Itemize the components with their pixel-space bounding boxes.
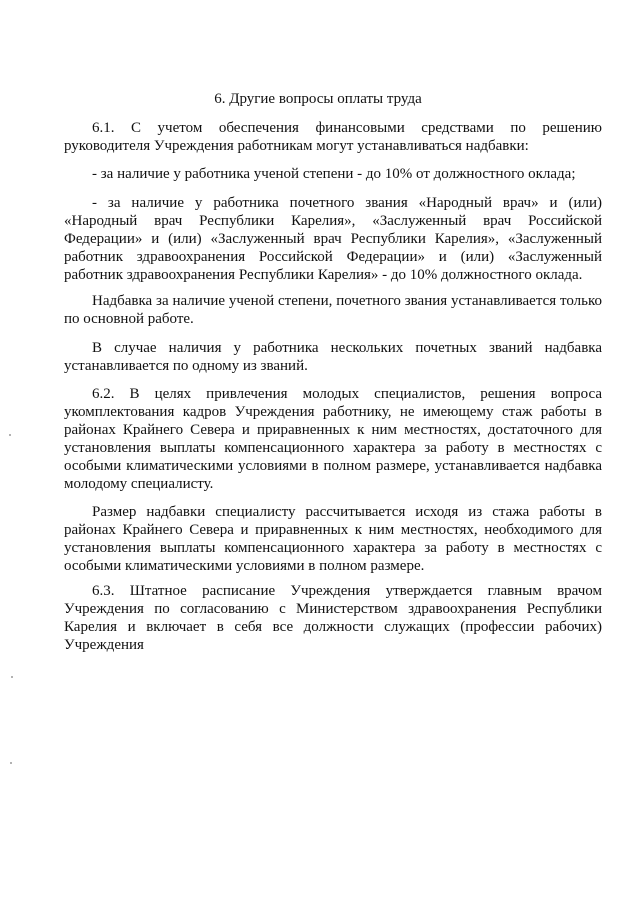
paragraph-6-1: 6.1. С учетом обеспечения финансовыми средствами по решению руководителя Учреждения работникам могут устанавливаться надбавки: [64,120,602,154]
scan-speck [9,434,11,436]
paragraph-6-2: 6.2. В целях привлечения молодых специалистов, решения вопроса укомплектования кадров Учреждения работнику, не имеющему стаж работы в районах Крайнего Севера и приравненных к ним местностях, достаточного для установления выплаты компенсационного характера за работу в местностях с особыми климатическими условиями в полном размере, устанавливается надбавка молодому специалисту. [64,386,602,492]
paragraph-multiple-titles: В случае наличия у работника нескольких почетных званий надбавка устанавливается по одному из званий. [64,340,602,374]
paragraph-honorary-title-allowance: - за наличие у работника почетного звания «Народный врач» и (или) «Народный врач Республики Карелия», «Заслуженный врач Российской Федерации» и (или) «Заслуженный врач Республики Карелия», «Заслуженный работник здравоохранения Российской Федерации» и (или) «Заслуженный работник здравоохранения Республики Карелия» - до 10% должностного оклада. [64,195,602,283]
paragraph-allowance-size: Размер надбавки специалисту рассчитывается исходя из стажа работы в районах Крайнего Севера и приравненных к ним местностях, необходимого для установления выплаты компенсационного характера за работу в местностях с особыми климатическими условиями в полном размере. [64,504,602,574]
paragraph-6-3: 6.3. Штатное расписание Учреждения утверждается главным врачом Учреждения по согласованию с Министерством здравоохранения Республики Карелия и включает в себя все должности служащих (профессии рабочих) Учреждения [64,583,602,653]
scan-speck [10,762,12,764]
section-heading: 6. Другие вопросы оплаты труда [214,91,422,107]
paragraph-main-work-only: Надбавка за наличие ученой степени, почетного звания устанавливается только по основной работе. [64,293,602,327]
paragraph-degree-allowance: - за наличие у работника ученой степени - до 10% от должностного оклада; [92,166,576,182]
scan-speck [11,676,13,678]
